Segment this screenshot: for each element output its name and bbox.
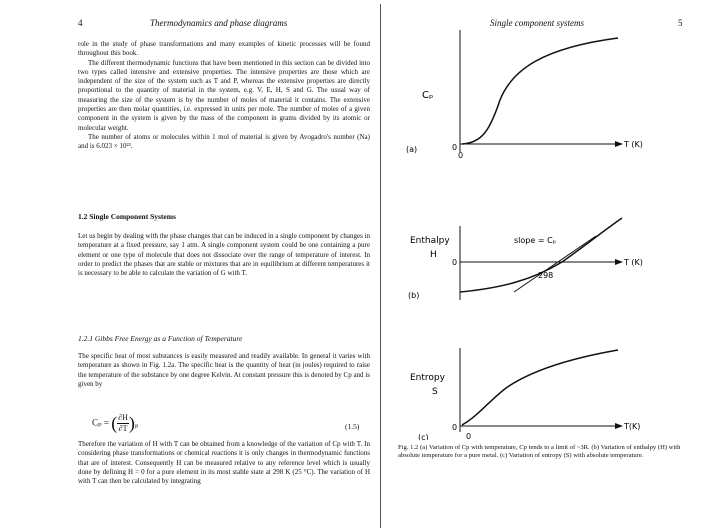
right-page <box>382 0 728 532</box>
panel-b-slope-label: slope = Cₚ <box>514 236 557 245</box>
page-number: 4 <box>78 18 83 28</box>
text-block-2 <box>78 232 370 278</box>
equation-number: (1.5) <box>345 422 360 431</box>
panel-c-ylabel-2: S <box>432 387 438 397</box>
panel-a-label: (a) <box>406 145 418 154</box>
equation-subscript: P <box>134 424 139 431</box>
panel-b-xlabel: T (K) <box>624 258 643 267</box>
text-block-1 <box>78 40 370 152</box>
paragraph: The different thermodynamic functions that have been mentioned in this section can be divided into two types called intensive and extensive properties. The intensive properties are those which are independent of the size of the system such as T and P, whereas the extensive properties are directly proportional to the quantity of material in the system, e.g. V, E, H, S and G. The usual way of measuring the size of the system is by the number of moles of material it contains. The extensive properties are then molar quantities, i.e. expressed in units per mole. The number of moles of a given component in the system is given by the mass of the component in grams divided by its atomic or molecular weight. <box>78 58 370 132</box>
panel-c-entropy-plot <box>410 348 640 440</box>
panel-c-label: (c) <box>418 433 429 440</box>
paragraph: Let us begin by dealing with the phase changes that can be induced in a single component by changes in temperature at a fixed pressure, say 1 atm. A single component system could be one containing a pure element or one type of molecule that does not dissociate over the range of temperature of interest. In order to predict the phases that are stable or mixtures that are in equilibrium at different temperatures it is necessary to be able to calculate the variation of G with T. <box>78 232 370 278</box>
panel-b-ylabel-2: H <box>430 250 437 260</box>
running-head: Thermodynamics and phase diagrams <box>150 18 288 28</box>
subsection-heading: 1.2.1 Gibbs Free Energy as a Function of Temperature <box>78 334 243 343</box>
text-block-4 <box>78 440 370 486</box>
panel-a-origin-below: 0 <box>458 151 464 160</box>
text-block-3 <box>78 352 370 389</box>
running-head: Single component systems <box>490 18 584 28</box>
equation-denominator: ∂T <box>118 424 128 433</box>
panel-b-enthalpy-plot <box>408 218 643 300</box>
paragraph: The number of atoms or molecules within 1 mol of material is given by Avogadro's number (Na) and is 6.023 × 10²³. <box>78 132 370 151</box>
panel-a-cp-plot <box>406 30 643 160</box>
equation-numerator: ∂H <box>118 413 128 422</box>
panel-a-cp-curve <box>462 38 618 144</box>
equation: Cₚ = ( $\frac{\partial H}{\partial T}$ )$_P$ <box>92 413 139 433</box>
panel-b-tick-298: 298 <box>538 271 554 280</box>
page-number: 5 <box>678 18 683 28</box>
panel-b-origin: 0 <box>452 258 458 267</box>
paragraph: The specific heat of most substances is easily measured and readily available. In general it varies with temperature as shown in Fig. 1.2a. The specific heat is the quantity of heat (in joules) required to raise the temperature of the substance by one degree Kelvin. At constant pressure this is denoted by Cp and is given by <box>78 352 370 388</box>
panel-c-origin: 0 <box>452 423 458 432</box>
panel-c-ylabel-1: Entropy <box>410 373 445 383</box>
paragraph: Therefore the variation of H with T can be obtained from a knowledge of the variation of Cp with T. In considering phase transformations or chemical reactions it is only changes in thermodynamic functions that are of interest. Consequently H can be measured relative to any reference level which is usually done by defining H = 0 for a pure element in its most stable state at 298 K (25 °C). The variation of H with T can then be calculated by integrating <box>78 440 370 486</box>
figure-1-2 <box>382 0 728 440</box>
panel-b-h-curve <box>460 218 622 292</box>
panel-b-label: (b) <box>408 291 420 300</box>
section-heading: 1.2 Single Component Systems <box>78 212 176 221</box>
panel-c-origin-below: 0 <box>466 432 472 440</box>
panel-c-s-curve <box>462 350 618 425</box>
panel-a-xlabel: T (K) <box>624 140 643 149</box>
panel-c-xlabel: T(K) <box>624 422 641 431</box>
figure-caption: Fig. 1.2 (a) Variation of Cp with temperature, Cp tends to a limit of ~3R. (b) Variation of enthalpy (H) with absolute temperature for a pure metal. (c) Variation of entropy (S) with absolute temperature. <box>398 444 681 459</box>
panel-a-ylabel: Cₚ <box>422 90 434 101</box>
panel-a-origin: 0 <box>452 143 458 152</box>
paragraph: role in the study of phase transformations and many examples of kinetic processes will be found throughout this book. <box>78 40 370 58</box>
panel-b-ylabel-1: Enthalpy <box>410 236 450 246</box>
book-spine <box>380 4 381 528</box>
equation-lhs: Cₚ = <box>92 417 109 428</box>
